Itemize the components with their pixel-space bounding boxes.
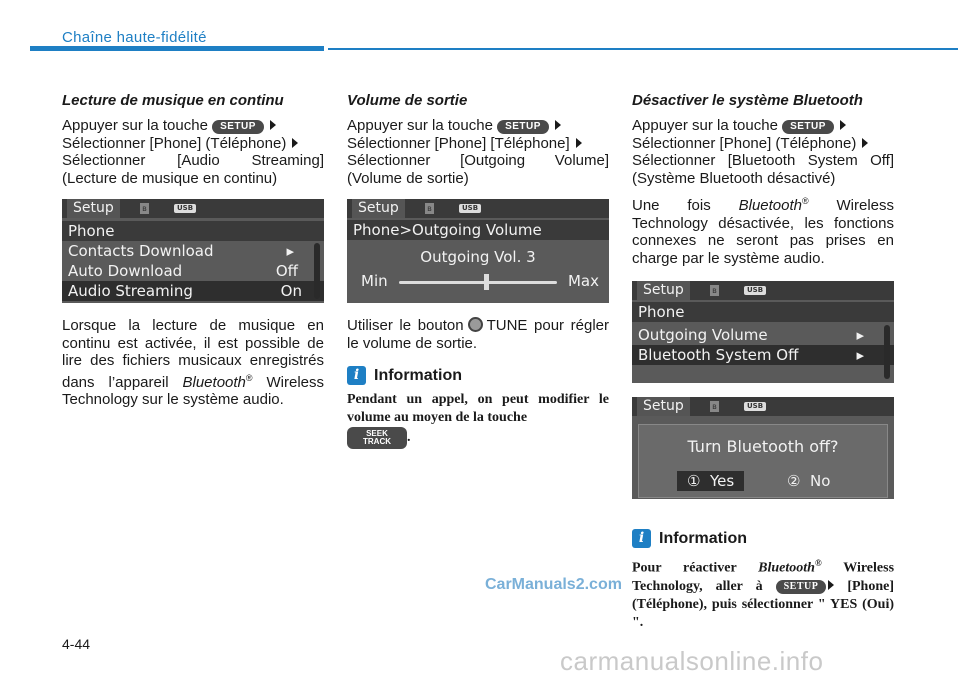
section-title: Chaîne haute-fidélité bbox=[62, 29, 207, 46]
arrow-right-icon bbox=[555, 120, 561, 130]
screen-topbar bbox=[632, 281, 894, 300]
bluetooth-icon: ʙ bbox=[425, 203, 434, 214]
volume-value: Outgoing Vol. 3 bbox=[420, 248, 536, 266]
arrow-right-icon bbox=[862, 138, 868, 148]
setup-key-icon: SETUP bbox=[776, 580, 827, 594]
arrow-right-icon bbox=[292, 138, 298, 148]
watermark-carmanuals2: CarManuals2.com bbox=[485, 576, 622, 593]
tune-knob-icon bbox=[468, 317, 483, 332]
screen-topbar bbox=[632, 397, 894, 416]
info-heading: i Information bbox=[632, 529, 894, 548]
info-text: Pour réactiver Bluetooth® Wireless Technology, aller à SETUP [Phone] (Téléphone), puis sélectionner " YES (Oui) ". bbox=[632, 558, 895, 630]
arrow-right-icon bbox=[270, 120, 276, 130]
slider-track bbox=[399, 281, 557, 284]
bluetooth-icon: ʙ bbox=[710, 401, 719, 412]
usb-badge: USB bbox=[744, 286, 766, 295]
heading-outgoing-volume: Volume de sortie bbox=[347, 92, 468, 109]
confirm-no-option: ② No bbox=[787, 472, 831, 490]
screen-outgoing-volume bbox=[347, 199, 609, 303]
screen-topbar bbox=[347, 199, 609, 218]
screen-bluetooth-menu bbox=[632, 281, 894, 383]
confirm-question: Turn Bluetooth off? bbox=[687, 437, 839, 456]
arrow-right-icon bbox=[840, 120, 846, 130]
chevron-right-icon: ▸ bbox=[286, 242, 294, 260]
column-audio-streaming bbox=[62, 92, 324, 417]
bluetooth-icon: ʙ bbox=[140, 203, 149, 214]
screen-row-selected: Audio Streaming On bbox=[62, 281, 324, 301]
usb-badge: USB bbox=[459, 204, 481, 213]
para-tune: Utiliser le bouton TUNE pour régler le volume de sortie. bbox=[347, 317, 609, 352]
info-icon: i bbox=[347, 366, 366, 385]
setup-key-icon: SETUP bbox=[782, 120, 834, 134]
arrow-right-icon bbox=[828, 580, 834, 590]
confirm-dialog bbox=[638, 424, 888, 498]
screen-title: Setup bbox=[352, 199, 405, 218]
screen-row: Phone bbox=[62, 221, 324, 241]
setup-key-icon: SETUP bbox=[497, 120, 549, 134]
seek-track-key-icon: SEEK TRACK bbox=[347, 427, 407, 449]
slider-thumb bbox=[484, 274, 489, 290]
screen-row-selected: Bluetooth System Off ▸ bbox=[632, 345, 894, 365]
info-icon: i bbox=[632, 529, 651, 548]
screen-topbar bbox=[62, 199, 324, 218]
screen-audio-streaming bbox=[62, 199, 324, 303]
screen-bluetooth-confirm bbox=[632, 397, 894, 499]
info-text: Pendant un appel, on peut modifier le volume au moyen de la touche SEEK TRACK . bbox=[347, 391, 609, 449]
watermark-carmanualsonline: carmanualsonline.info bbox=[560, 646, 824, 676]
setup-key-icon: SETUP bbox=[212, 120, 264, 134]
step-text: Sélectionner [Phone] (Téléphone) bbox=[62, 134, 287, 152]
step-text: Sélectionner [Audio Streaming] (Lecture de musique en continu) bbox=[62, 152, 324, 187]
column-bluetooth-off bbox=[632, 92, 894, 632]
para-bluetooth-off: Une fois Bluetooth® Wireless Technology désactivée, les fonctions connexes ne seront pas prises en charge par le système audio. bbox=[632, 196, 895, 267]
usb-badge: USB bbox=[174, 204, 196, 213]
info-heading: i Information bbox=[347, 366, 609, 385]
usb-badge: USB bbox=[744, 402, 766, 411]
screen-row: Phone bbox=[632, 302, 894, 322]
screen-path: Phone>Outgoing Volume bbox=[347, 220, 609, 240]
chevron-right-icon: ▸ bbox=[856, 326, 864, 344]
header-rule-thick bbox=[30, 46, 324, 51]
confirm-yes-option: ① Yes bbox=[677, 471, 744, 491]
para-audio-streaming: Lorsque la lecture de musique en continu est activée, il est possible de lire des fichiers musicaux enregistrés dans l’appareil Bluetooth® Wireless Technology sur le système audio. bbox=[62, 317, 325, 408]
steps-audio-streaming bbox=[62, 117, 324, 187]
steps-outgoing-volume: Appuyer sur la touche SETUP Sélectionner [Phone] [Téléphone] Sélectionner [Outgoing Volume] (Volume de sortie) bbox=[347, 117, 609, 187]
screen-scrollbar bbox=[884, 325, 890, 379]
step-text: Appuyer sur la touche bbox=[62, 117, 208, 134]
page-number: 4-44 bbox=[62, 636, 91, 652]
screen-row: Auto Download Off bbox=[68, 262, 298, 280]
arrow-right-icon bbox=[576, 138, 582, 148]
steps-bluetooth-off: Appuyer sur la touche SETUP Sélectionner [Phone] (Téléphone) Sélectionner [Bluetooth System Off] (Système Bluetooth désactivé) bbox=[632, 117, 894, 187]
heading-bluetooth-off: Désactiver le système Bluetooth bbox=[632, 92, 863, 109]
chevron-right-icon: ▸ bbox=[856, 346, 864, 364]
heading-audio-streaming: Lecture de musique en continu bbox=[62, 92, 284, 109]
bluetooth-icon: ʙ bbox=[710, 285, 719, 296]
screen-scrollbar bbox=[314, 243, 320, 299]
screen-title: Setup bbox=[637, 397, 690, 416]
column-outgoing-volume bbox=[347, 92, 609, 449]
screen-title: Setup bbox=[67, 199, 120, 218]
screen-row: Outgoing Volume ▸ bbox=[638, 326, 864, 344]
slider-min-label: Min bbox=[361, 272, 388, 290]
volume-slider bbox=[347, 270, 609, 292]
screen-row: Contacts Download ▸ bbox=[68, 242, 294, 260]
slider-max-label: Max bbox=[567, 272, 599, 290]
screen-title: Setup bbox=[637, 281, 690, 300]
header-rule-thin bbox=[328, 48, 958, 50]
